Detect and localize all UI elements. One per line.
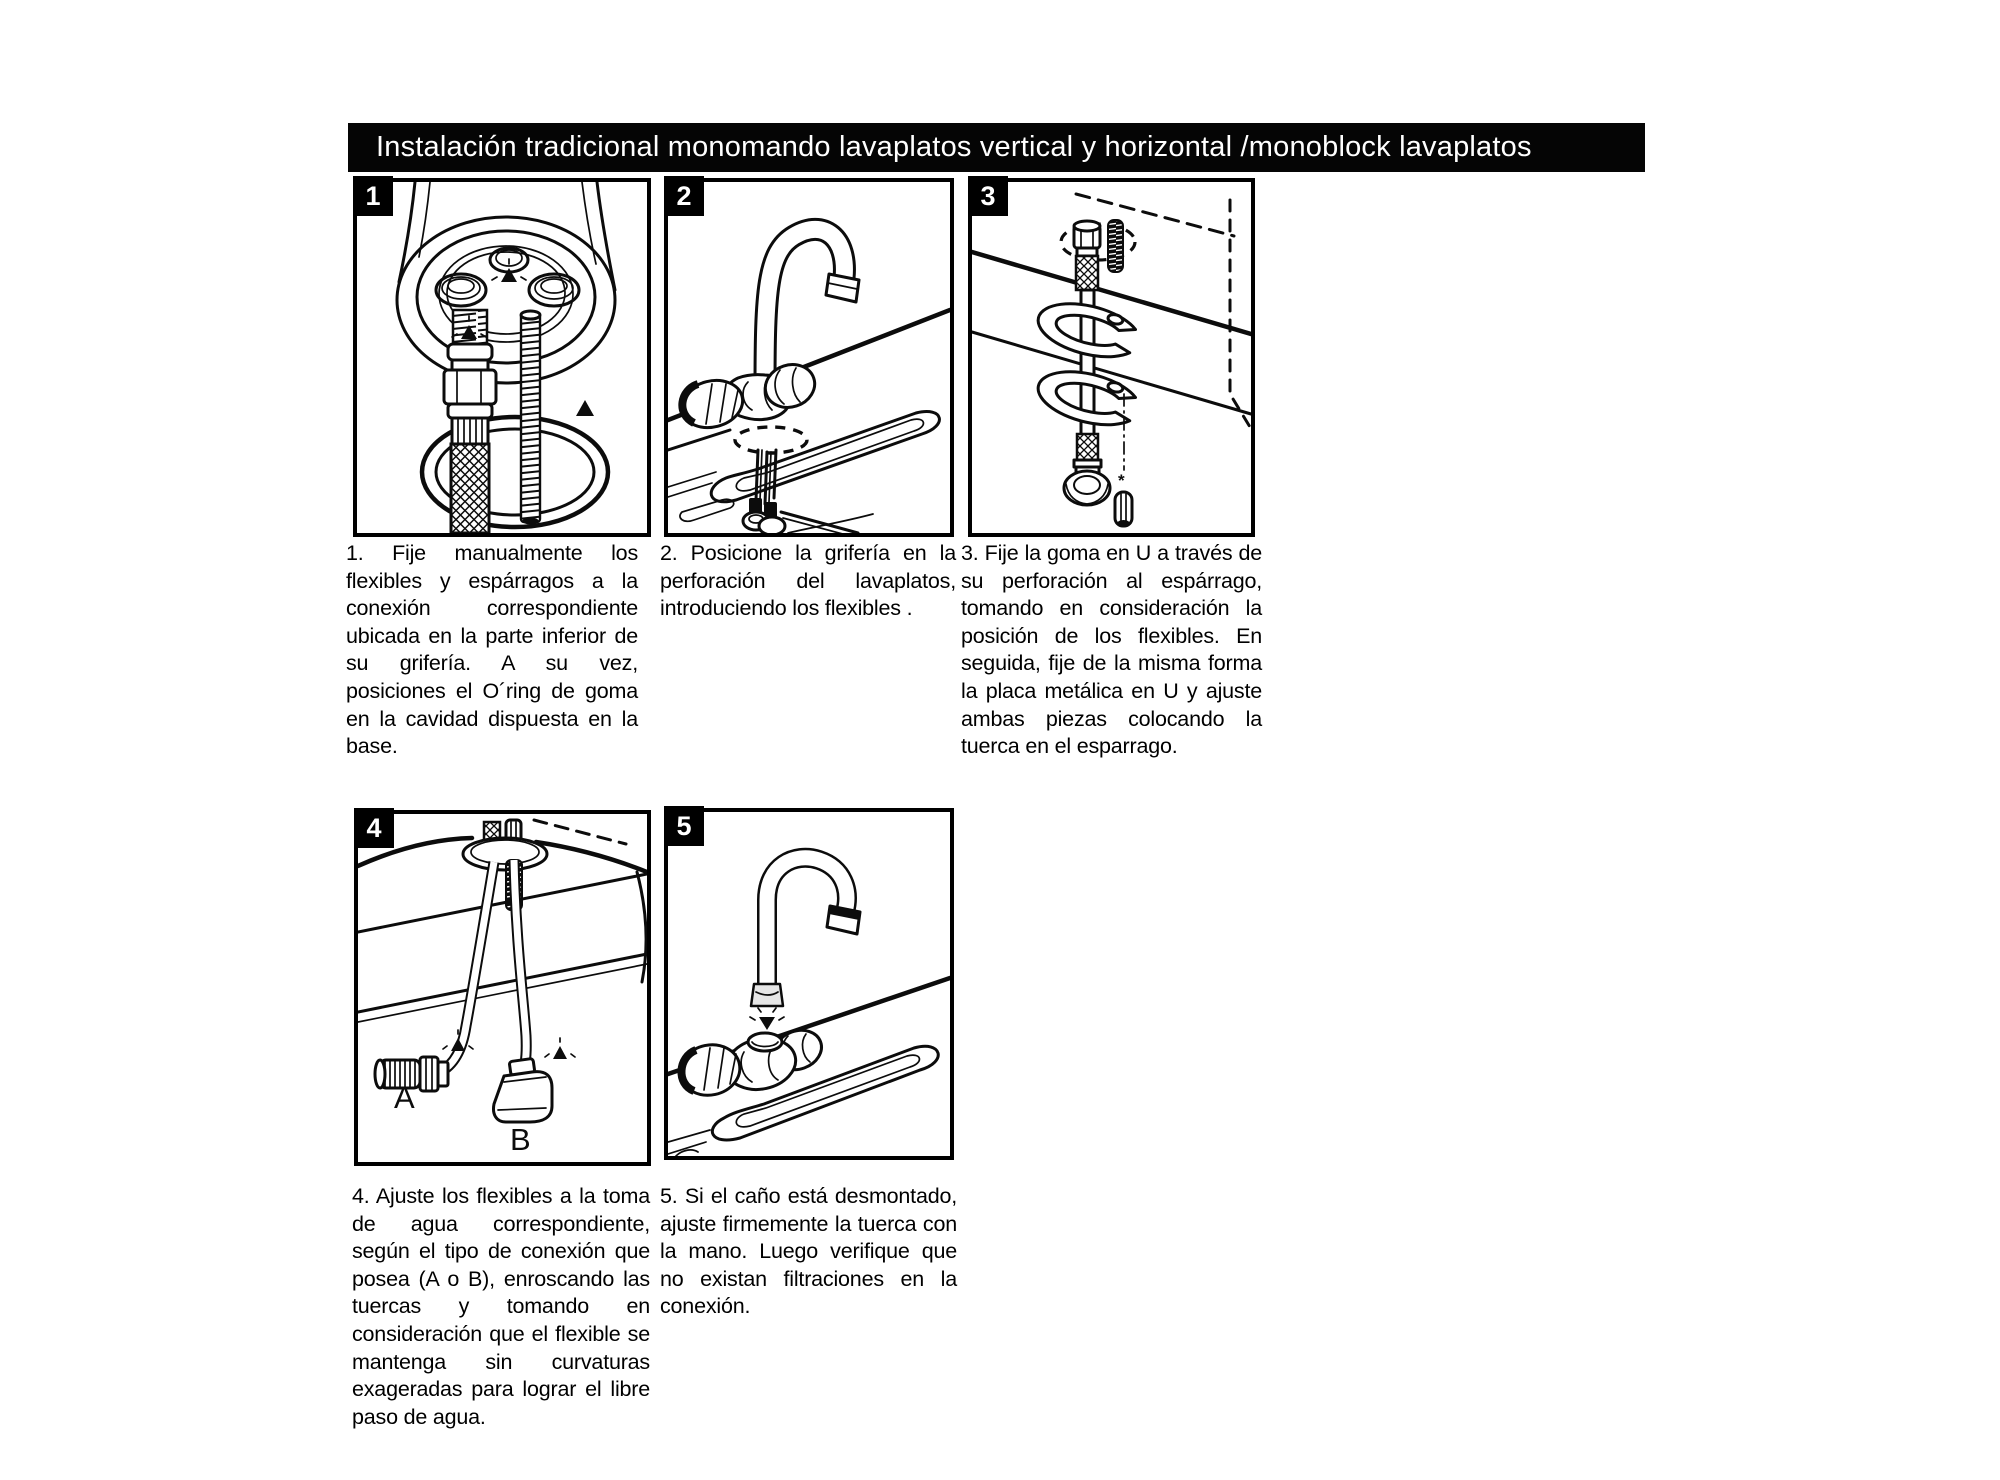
step3-panel [968,178,1255,537]
step1-illustration [357,182,647,533]
step5-illustration [668,812,950,1156]
triangle-icon [576,400,594,416]
step2-panel [664,178,954,537]
step4-illustration [358,814,647,1162]
label-a: A [394,1080,415,1115]
step2-caption: 2. Posicione la grifería en la perforación del lavaplatos, introduciendo los flexibles . [660,541,956,621]
step5-caption: 5. Si el caño está desmontado, ajuste firmemente la tuerca con la mano. Luego verifique que no existan filtraciones en la conexión. [660,1184,957,1319]
page-title: Instalación tradicional monomando lavaplatos vertical y horizontal /monoblock lavaplatos [376,131,1532,163]
connection-b [494,1058,553,1122]
label-b: B [510,1122,531,1157]
step4-badge: 4 [354,808,394,848]
step4-caption: 4. Ajuste los flexibles a la toma de agua correspondiente, según el tipo de conexión que posea (A o B), enroscando las tuercas y tomando en consideración que el flexible se mantenga sin curvaturas exageradas para lograr el libre paso de agua. [352,1184,650,1429]
title-bar [348,123,1645,172]
assembly-marker: * [1118,471,1125,490]
step2-badge: 2 [664,176,704,216]
step1-badge: 1 [353,176,393,216]
step1-panel [353,178,651,537]
sparkle-triangle-icon [750,1008,784,1030]
step1-caption: 1. Fije manualmente los flexibles y espárragos a la conexión correspondiente ubicada en la parte inferior de su grifería. A su vez, posiciones el O´ring de goma en la cavidad dispuesta en la base. [346,541,638,759]
step3-caption: 3. Fije la goma en U a través de su perforación al espárrago, tomando en consideración la posición de los flexibles. En seguida, fije de la misma forma la placa metálica en U y ajuste ambas piezas colocando la tuerca en el esparrago. [961,541,1262,759]
sparkle-triangle-icon [545,1038,575,1059]
step3-illustration [972,182,1251,533]
step3-badge: 3 [968,176,1008,216]
step5-panel [664,808,954,1160]
step5-badge: 5 [664,806,704,846]
step4-panel [354,810,651,1166]
step2-illustration [668,182,950,533]
